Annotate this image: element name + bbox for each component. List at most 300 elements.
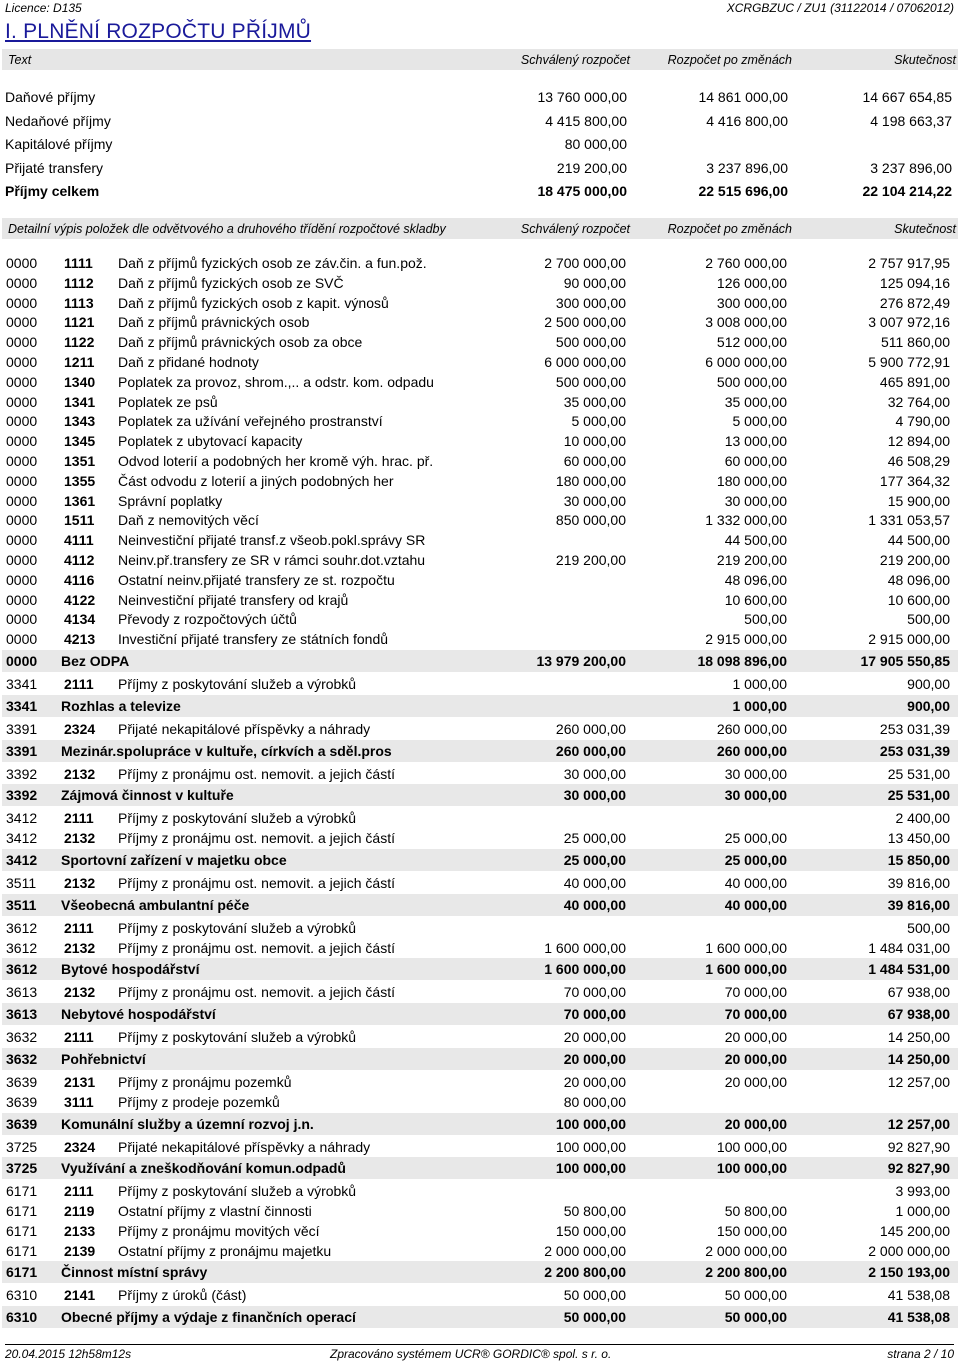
row-paragraph: 0000 (6, 512, 38, 529)
table-row (0, 293, 960, 313)
row-label: Daň z přidané hodnoty (118, 353, 259, 370)
subtotal-actual: 14 250,00 (887, 1050, 950, 1067)
row-actual: 125 094,16 (879, 274, 950, 291)
subtotal-label: Využívání a zneškodňování komun.odpadů (61, 1160, 346, 1177)
row-label: Příjmy z pronájmu ost. nemovit. a jejich částí (118, 765, 395, 782)
summary-actual: 14 667 654,85 (862, 89, 952, 105)
row-label: Daň z příjmů právnických osob za obce (118, 334, 363, 351)
detail-column-header (2, 218, 958, 239)
row-after: 25 000,00 (724, 830, 787, 847)
row-after: 13 000,00 (724, 433, 787, 450)
row-approved: 20 000,00 (563, 1029, 626, 1046)
row-label: Přijaté nekapitálové příspěvky a náhrady (118, 1138, 371, 1155)
row-paragraph: 0000 (6, 274, 38, 291)
subtotal-actual: 17 905 550,85 (860, 652, 950, 669)
subtotal-paragraph: 3725 (6, 1160, 38, 1177)
table-row (0, 312, 960, 332)
row-item-code: 2111 (64, 1183, 94, 1200)
row-approved: 20 000,00 (563, 1073, 626, 1090)
row-label: Poplatek ze psů (118, 393, 218, 410)
row-after: 260 000,00 (716, 720, 787, 737)
table-row (0, 719, 960, 739)
row-paragraph: 0000 (6, 393, 38, 410)
subtotal-row (2, 1157, 958, 1179)
row-item-code: 2131 (64, 1073, 96, 1090)
subtotal-row (2, 958, 958, 980)
row-after: 3 008 000,00 (705, 314, 787, 331)
row-after: 70 000,00 (724, 984, 787, 1001)
row-actual: 41 538,08 (887, 1287, 950, 1304)
row-after: 30 000,00 (724, 765, 787, 782)
row-label: Část odvodu z loterií a jiných podobných her (118, 472, 394, 489)
row-after: 512 000,00 (716, 334, 787, 351)
table-row (0, 550, 960, 570)
licence-label: Licence: D135 (5, 1, 82, 15)
subtotal-actual: 2 150 193,00 (868, 1264, 950, 1281)
row-item-code: 1361 (64, 492, 96, 509)
table-row (0, 530, 960, 550)
subtotal-after: 1 000,00 (732, 697, 787, 714)
row-paragraph: 6171 (6, 1183, 38, 1200)
row-actual: 5 900 772,91 (868, 353, 950, 370)
subtotal-row (2, 1003, 958, 1025)
row-approved: 500 000,00 (555, 373, 626, 390)
row-label: Neinvestiční přijaté transfery od krajů (118, 591, 349, 608)
row-label: Přijaté nekapitálové příspěvky a náhrady (118, 720, 371, 737)
table-row (0, 570, 960, 590)
table-row (0, 1181, 960, 1201)
row-actual: 2 757 917,95 (868, 255, 950, 271)
row-after: 50 000,00 (724, 1287, 787, 1304)
summary-approved: 4 415 800,00 (545, 112, 627, 129)
row-paragraph: 0000 (6, 294, 38, 311)
subtotal-approved: 20 000,00 (563, 1050, 626, 1067)
row-after: 1 600 000,00 (705, 939, 787, 956)
row-label: Příjmy z poskytování služeb a výrobků (118, 675, 357, 692)
row-item-code: 2119 (64, 1203, 95, 1220)
subtotal-paragraph: 3613 (6, 1006, 38, 1023)
row-item-code: 3111 (64, 1093, 94, 1110)
row-approved: 30 000,00 (563, 765, 626, 782)
table-row (0, 471, 960, 491)
subtotal-label: Činnost místní správy (61, 1264, 208, 1281)
row-paragraph: 3391 (6, 720, 38, 737)
table-row (0, 1285, 960, 1305)
table-row (0, 1201, 960, 1221)
row-approved: 500 000,00 (555, 334, 626, 351)
row-actual: 44 500,00 (887, 532, 950, 549)
row-item-code: 1112 (64, 274, 94, 291)
summary-row (0, 111, 960, 135)
row-after: 180 000,00 (716, 472, 787, 489)
summary-label: Kapitálové příjmy (5, 136, 113, 153)
row-actual: 465 891,00 (879, 373, 950, 390)
subtotal-label: Obecné příjmy a výdaje z finančních operací (61, 1309, 356, 1326)
row-item-code: 1355 (64, 472, 96, 489)
row-approved: 219 200,00 (555, 551, 626, 568)
row-approved: 80 000,00 (563, 1093, 626, 1110)
subtotal-row (2, 740, 958, 762)
row-after: 150 000,00 (716, 1222, 787, 1239)
row-actual: 253 031,39 (879, 720, 950, 737)
row-item-code: 4134 (64, 611, 96, 628)
row-paragraph: 0000 (6, 255, 38, 271)
row-paragraph: 0000 (6, 551, 38, 568)
footer-page: strana 2 / 10 (887, 1347, 954, 1361)
row-approved: 2 000 000,00 (544, 1242, 626, 1259)
subtotal-actual: 900,00 (907, 697, 950, 714)
subtotal-after: 100 000,00 (716, 1160, 787, 1177)
detail-col-actual: Skutečnost (894, 222, 956, 236)
row-after: 2 760 000,00 (705, 255, 787, 271)
subtotal-approved: 30 000,00 (563, 787, 626, 804)
subtotal-after: 40 000,00 (724, 896, 787, 913)
table-row (0, 1072, 960, 1092)
row-label: Příjmy z pronájmu ost. nemovit. a jejich částí (118, 984, 395, 1001)
subtotal-label: Bez ODPA (61, 652, 130, 669)
subtotal-actual: 12 257,00 (887, 1115, 950, 1132)
detail-col-after-changes: Rozpočet po změnách (667, 222, 792, 236)
row-item-code: 1351 (64, 452, 96, 469)
footer-processed-by: Zpracováno systémem UCR® GORDIC® spol. s r. o. (330, 1347, 612, 1361)
row-actual: 14 250,00 (887, 1029, 950, 1046)
row-paragraph: 0000 (6, 353, 38, 370)
subtotal-approved: 100 000,00 (555, 1160, 626, 1177)
row-approved: 260 000,00 (555, 720, 626, 737)
row-actual: 25 531,00 (887, 765, 950, 782)
subtotal-actual: 92 827,90 (887, 1160, 950, 1177)
row-label: Příjmy z úroků (část) (118, 1287, 247, 1304)
row-actual: 1 331 053,57 (868, 512, 950, 529)
row-after: 6 000 000,00 (705, 353, 787, 370)
row-after: 1 000,00 (732, 675, 787, 692)
summary-after: 4 416 800,00 (706, 112, 788, 129)
row-label: Příjmy z pronájmu movitých věcí (118, 1222, 320, 1239)
subtotal-approved: 40 000,00 (563, 896, 626, 913)
detail-table (0, 253, 960, 1330)
row-paragraph: 6310 (6, 1287, 38, 1304)
table-row (0, 392, 960, 412)
table-row (0, 674, 960, 694)
row-label: Ostatní neinv.přijaté transfery ze st. rozpočtu (118, 571, 395, 588)
row-paragraph: 0000 (6, 433, 38, 450)
row-label: Ostatní příjmy z pronájmu majetku (118, 1242, 332, 1259)
row-label: Příjmy z poskytování služeb a výrobků (118, 1183, 357, 1200)
row-actual: 219 200,00 (879, 551, 950, 568)
row-approved: 90 000,00 (563, 274, 626, 291)
row-paragraph: 0000 (6, 591, 38, 608)
subtotal-actual: 25 531,00 (887, 787, 950, 804)
row-item-code: 1340 (64, 373, 96, 390)
row-paragraph: 3612 (6, 939, 38, 956)
subtotal-actual: 41 538,08 (887, 1309, 950, 1326)
subtotal-after: 1 600 000,00 (705, 961, 787, 978)
page-header (5, 0, 954, 16)
table-row (0, 253, 960, 273)
row-after: 35 000,00 (724, 393, 787, 410)
row-item-code: 2141 (64, 1287, 96, 1304)
table-row (0, 808, 960, 828)
row-approved: 40 000,00 (563, 874, 626, 891)
table-row (0, 1092, 960, 1112)
row-actual: 145 200,00 (879, 1222, 950, 1239)
subtotal-after: 18 098 896,00 (697, 652, 787, 669)
subtotal-row (2, 784, 958, 806)
summary-total-approved: 18 475 000,00 (537, 183, 627, 200)
row-after: 20 000,00 (724, 1073, 787, 1090)
subtotal-row (2, 1306, 958, 1328)
row-actual: 13 450,00 (887, 830, 950, 847)
row-label: Daň z příjmů právnických osob (118, 314, 310, 331)
page-footer (5, 1344, 954, 1361)
subtotal-label: Bytové hospodářství (61, 961, 200, 978)
row-after: 30 000,00 (724, 492, 787, 509)
summary-actual: 3 237 896,00 (870, 159, 952, 176)
subtotal-row (2, 695, 958, 717)
row-item-code: 2132 (64, 874, 96, 891)
row-paragraph: 3632 (6, 1029, 38, 1046)
page-title: I. PLNĚNÍ ROZPOČTU PŘÍJMŮ (5, 20, 312, 43)
row-actual: 4 790,00 (895, 413, 950, 430)
summary-total-row (0, 181, 960, 205)
row-label: Daň z příjmů fyzických osob ze záv.čin. a fun.pož. (118, 255, 427, 271)
row-actual: 2 400,00 (895, 810, 950, 827)
row-approved: 50 000,00 (563, 1287, 626, 1304)
row-approved: 6 000 000,00 (544, 353, 626, 370)
row-approved: 25 000,00 (563, 830, 626, 847)
row-paragraph: 3392 (6, 765, 38, 782)
row-actual: 2 000 000,00 (868, 1242, 950, 1259)
row-label: Příjmy z poskytování služeb a výrobků (118, 1029, 357, 1046)
summary-approved: 80 000,00 (564, 136, 627, 153)
row-after: 100 000,00 (716, 1138, 787, 1155)
subtotal-actual: 15 850,00 (887, 851, 950, 868)
row-actual: 177 364,32 (879, 472, 950, 489)
row-approved: 10 000,00 (563, 433, 626, 450)
row-item-code: 2111 (64, 919, 94, 936)
subtotal-after: 260 000,00 (716, 742, 787, 759)
table-row (0, 609, 960, 629)
row-paragraph: 0000 (6, 611, 38, 628)
summary-actual: 4 198 663,37 (870, 112, 952, 129)
table-row (0, 590, 960, 610)
row-actual: 500,00 (907, 919, 950, 936)
summary-label: Přijaté transfery (5, 159, 104, 176)
row-actual: 3 007 972,16 (868, 314, 950, 331)
table-row (0, 431, 960, 451)
row-paragraph: 0000 (6, 314, 38, 331)
row-item-code: 1343 (64, 413, 96, 430)
row-label: Příjmy z prodeje pozemků (118, 1093, 280, 1110)
subtotal-after: 50 000,00 (724, 1309, 787, 1326)
summary-table (0, 87, 960, 205)
row-label: Poplatek za provoz, shrom.,.. a odstr. kom. odpadu (118, 373, 434, 390)
subtotal-paragraph: 3392 (6, 787, 38, 804)
subtotal-actual: 1 484 531,00 (868, 961, 950, 978)
row-actual: 10 600,00 (887, 591, 950, 608)
table-row (0, 918, 960, 938)
row-actual: 2 915 000,00 (868, 631, 950, 648)
subtotal-after: 70 000,00 (724, 1006, 787, 1023)
row-actual: 900,00 (907, 675, 950, 692)
row-approved: 60 000,00 (563, 452, 626, 469)
row-paragraph: 3412 (6, 830, 38, 847)
row-item-code: 1122 (64, 334, 95, 351)
row-paragraph: 0000 (6, 571, 38, 588)
subtotal-approved: 1 600 000,00 (544, 961, 626, 978)
row-label: Poplatek za užívání veřejného prostranství (118, 413, 383, 430)
table-row (0, 629, 960, 649)
row-paragraph: 6171 (6, 1242, 38, 1259)
col-after-changes: Rozpočet po změnách (667, 53, 792, 67)
row-approved: 100 000,00 (555, 1138, 626, 1155)
table-row (0, 273, 960, 293)
row-item-code: 1345 (64, 433, 96, 450)
row-label: Příjmy z poskytování služeb a výrobků (118, 810, 357, 827)
table-row (0, 411, 960, 431)
subtotal-paragraph: 3632 (6, 1050, 38, 1067)
table-row (0, 451, 960, 471)
row-after: 500,00 (744, 611, 787, 628)
row-after: 44 500,00 (724, 532, 787, 549)
row-paragraph: 0000 (6, 334, 38, 351)
row-item-code: 2111 (64, 675, 94, 692)
table-row (0, 938, 960, 958)
row-label: Investiční přijaté transfery ze státních fondů (118, 631, 389, 648)
row-after: 2 915 000,00 (705, 631, 787, 648)
row-item-code: 2132 (64, 765, 96, 782)
table-row (0, 372, 960, 392)
row-label: Daň z příjmů fyzických osob z kapit. výnosů (118, 294, 389, 311)
row-actual: 46 508,29 (887, 452, 950, 469)
subtotal-row (2, 1113, 958, 1135)
row-after: 126 000,00 (716, 274, 787, 291)
row-actual: 12 257,00 (887, 1073, 950, 1090)
row-paragraph: 3612 (6, 919, 38, 936)
row-label: Příjmy z poskytování služeb a výrobků (118, 919, 357, 936)
table-row (0, 1241, 960, 1261)
row-after: 50 800,00 (724, 1203, 787, 1220)
table-row (0, 873, 960, 893)
row-approved: 150 000,00 (555, 1222, 626, 1239)
row-paragraph: 0000 (6, 492, 38, 509)
subtotal-approved: 25 000,00 (563, 851, 626, 868)
row-paragraph: 3639 (6, 1093, 38, 1110)
report-id: XCRGBZUC / ZU1 (31122014 / 07062012) (726, 1, 954, 15)
row-approved: 2 700 000,00 (544, 255, 626, 271)
row-label: Daň z příjmů fyzických osob ze SVČ (118, 274, 344, 291)
row-label: Správní poplatky (118, 492, 223, 509)
row-actual: 276 872,49 (879, 294, 950, 311)
row-approved: 35 000,00 (563, 393, 626, 410)
subtotal-approved: 13 979 200,00 (536, 652, 626, 669)
subtotal-label: Pohřebnictví (61, 1050, 146, 1067)
row-item-code: 2111 (64, 810, 94, 827)
subtotal-actual: 253 031,39 (879, 742, 950, 759)
footer-timestamp: 20.04.2015 12h58m12s (5, 1347, 132, 1361)
row-actual: 32 764,00 (887, 393, 950, 410)
row-after: 219 200,00 (716, 551, 787, 568)
subtotal-label: Sportovní zařízení v majetku obce (61, 851, 287, 868)
row-paragraph: 0000 (6, 532, 38, 549)
subtotal-paragraph: 3412 (6, 851, 38, 868)
summary-label: Nedaňové příjmy (5, 112, 111, 129)
detail-col-approved: Schválený rozpočet (520, 222, 630, 236)
row-approved: 5 000,00 (571, 413, 626, 430)
summary-row (0, 134, 960, 158)
row-label: Odvod loterií a podobných her kromě výh. hrac. př. (118, 452, 434, 469)
row-actual: 92 827,90 (887, 1138, 950, 1155)
subtotal-label: Rozhlas a televize (61, 697, 181, 714)
row-approved: 180 000,00 (555, 472, 626, 489)
row-item-code: 1111 (64, 255, 93, 271)
row-after: 40 000,00 (724, 874, 787, 891)
table-row (0, 352, 960, 372)
row-after: 60 000,00 (724, 452, 787, 469)
subtotal-row (2, 849, 958, 871)
row-actual: 48 096,00 (887, 571, 950, 588)
row-approved: 1 600 000,00 (544, 939, 626, 956)
row-after: 1 332 000,00 (705, 512, 787, 529)
table-row (0, 764, 960, 784)
row-actual: 15 900,00 (887, 492, 950, 509)
row-item-code: 1341 (64, 393, 96, 410)
row-item-code: 1211 (64, 353, 95, 370)
row-item-code: 1113 (64, 294, 94, 311)
row-paragraph: 3639 (6, 1073, 38, 1090)
row-label: Poplatek z ubytovací kapacity (118, 433, 303, 450)
col-text: Text (8, 53, 32, 67)
row-label: Příjmy z pronájmu pozemků (118, 1073, 292, 1090)
table-row (0, 1027, 960, 1047)
table-row (0, 1137, 960, 1157)
row-approved: 2 500 000,00 (544, 314, 626, 331)
row-after: 500 000,00 (716, 373, 787, 390)
subtotal-paragraph: 3612 (6, 961, 38, 978)
row-item-code: 4111 (64, 532, 94, 549)
row-after: 5 000,00 (732, 413, 787, 430)
row-approved: 300 000,00 (555, 294, 626, 311)
row-actual: 39 816,00 (887, 874, 950, 891)
row-actual: 67 938,00 (887, 984, 950, 1001)
row-paragraph: 0000 (6, 472, 38, 489)
subtotal-approved: 260 000,00 (555, 742, 626, 759)
summary-total-after: 22 515 696,00 (698, 183, 788, 200)
row-label: Příjmy z pronájmu ost. nemovit. a jejich částí (118, 830, 395, 847)
row-paragraph: 3613 (6, 984, 38, 1001)
summary-row (0, 87, 960, 111)
col-approved: Schválený rozpočet (520, 53, 630, 67)
row-label: Příjmy z pronájmu ost. nemovit. a jejich částí (118, 939, 395, 956)
row-paragraph: 0000 (6, 631, 38, 648)
detail-col-text: Detailní výpis položek dle odvětvového a druhového třídění rozpočtové skladby (8, 222, 446, 236)
table-row (0, 1221, 960, 1241)
subtotal-actual: 39 816,00 (887, 896, 950, 913)
row-paragraph: 3412 (6, 810, 38, 827)
table-row (0, 828, 960, 848)
subtotal-paragraph: 0000 (6, 652, 38, 669)
subtotal-paragraph: 3391 (6, 742, 38, 759)
subtotal-approved: 70 000,00 (563, 1006, 626, 1023)
row-paragraph: 6171 (6, 1203, 38, 1220)
row-actual: 3 993,00 (895, 1183, 950, 1200)
subtotal-approved: 50 000,00 (563, 1309, 626, 1326)
subtotal-row (2, 1261, 958, 1283)
subtotal-label: Komunální služby a územní rozvoj j.n. (61, 1115, 314, 1132)
row-item-code: 4112 (64, 551, 95, 568)
table-row (0, 491, 960, 511)
summary-approved: 219 200,00 (556, 159, 627, 176)
